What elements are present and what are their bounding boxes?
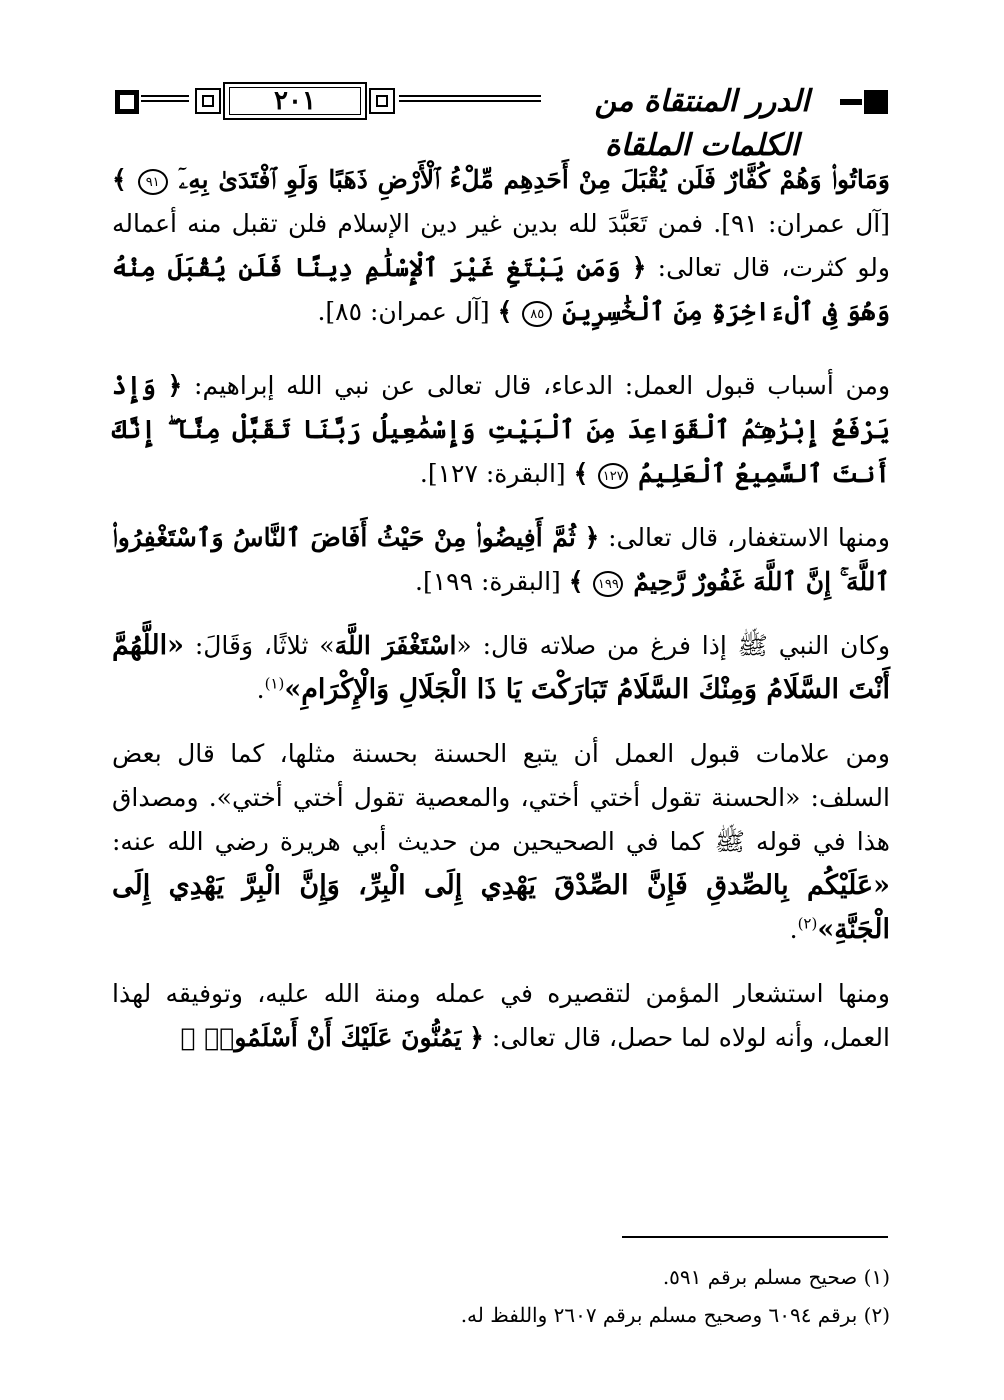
page-number: ٢٠١ (274, 86, 316, 116)
paragraph (112, 158, 890, 334)
paragraph-text: [آل عمران: ٩١]. فمن تَعَبَّدَ لله بدين غير دين الإسلام فلن تقبل منه أعماله ولو كثرت، قال تعالى: (112, 209, 890, 282)
paragraph-text: . (789, 915, 798, 944)
ayah-number: ٩١ (138, 169, 168, 195)
footnote: (١) صحيح مسلم برقم ٥٩١. (662, 1265, 890, 1289)
footnote: (٢) برقم ٦٠٩٤ وصحيح مسلم برقم ٢٦٠٧ واللفظ له. (460, 1303, 890, 1327)
ornament-icon (369, 88, 395, 114)
page-header (115, 80, 888, 163)
quran-bracket: ﴿ (469, 1023, 484, 1052)
paragraph (112, 364, 890, 496)
footnotes (112, 1258, 890, 1334)
quran-bracket: ﴾ (573, 459, 589, 488)
paragraph-text: ومنها استشعار المؤمن لتقصيره في عمله ومنة الله عليه، وتوفيقه لهذا العمل، وأنه لولاه لما حصل، قال تعالى: (112, 979, 890, 1052)
quran-verse: وَإِذْ يَرْفَعُ إِبْرَٰهِـۧمُ ٱلْقَوَاعِدَ مِنَ ٱلْبَيْتِ وَإِسْمَٰعِيلُ رَبَّنَا تَقَبَّلْ مِنَّآ ۖ إِنَّكَ أَنتَ ٱلسَّمِيعُ ٱلْعَلِيمُ (112, 371, 890, 488)
quran-bracket: ﴿ (167, 371, 183, 400)
quran-bracket: ﴿ (584, 523, 600, 552)
quran-verse: وَمَاتُوا۟ وَهُمْ كُفَّارٌ فَلَن يُقْبَلَ مِنْ أَحَدِهِم مِّلْءُ ٱلْأَرْضِ ذَهَبًا وَلَوِ ٱفْتَدَىٰ بِهِۦٓ (178, 165, 890, 194)
header-square-right (864, 90, 888, 114)
ayah-number: ١٩٩ (593, 571, 623, 597)
paragraph (112, 624, 890, 712)
paragraph (112, 516, 890, 604)
paragraph-text: ومن أسباب قبول العمل: الدعاء، قال تعالى عن نبي الله إبراهيم: (194, 371, 891, 400)
header-rule (141, 95, 189, 102)
header-rule (399, 95, 541, 102)
ayah-number: ٨٥ (522, 301, 552, 327)
citation: [البقرة: ١٩٩]. (415, 567, 561, 596)
paragraph (112, 972, 890, 1060)
page-body (112, 158, 890, 1060)
quran-bracket: ﴿ (631, 253, 647, 282)
ornament-icon (195, 88, 221, 114)
citation: [البقرة: ١٢٧]. (419, 459, 566, 488)
book-title: الدرر المنتقاة من الكلمات الملقاة (594, 84, 810, 163)
quran-bracket: ﴾ (112, 165, 127, 194)
paragraph-text: » ثلاثًا، وَقَالَ: (194, 631, 335, 660)
quran-verse: وَمَن يَبْتَغِ غَيْرَ ٱلْإِسْلَٰمِ دِينًا فَلَن يُقْبَلَ مِنْهُ وَهُوَ فِى ٱلْءَاخِرَةِ مِنَ ٱلْخَٰسِرِينَ (112, 253, 890, 326)
footnote-marker: (١) (264, 674, 285, 693)
ayah-number: ١٢٧ (598, 463, 628, 489)
quran-verse: ثُمَّ أَفِيضُوا۟ مِنْ حَيْثُ أَفَاضَ ٱلنَّاسُ وَٱسْتَغْفِرُوا۟ ٱللَّهَ ۚ إِنَّ ٱللَّهَ غَفُورٌ رَّحِيمٌ (112, 523, 890, 596)
paragraph-text: ومنها الاستغفار، قال تعالى: (608, 523, 890, 552)
hadith-text: «اللَّهُمَّ أَنْتَ السَّلَامُ وَمِنْكَ السَّلَامُ تَبَارَكْتَ يَا ذَا الْجَلَالِ وَالْإِكْرَامِ» (112, 630, 890, 705)
footnote-separator (622, 1236, 888, 1238)
quran-verse: يَمُنُّونَ عَلَيْكَ أَنْ أَسْلَمُوا۟ ۖ (180, 1023, 462, 1052)
footnote-marker: (٢) (797, 914, 818, 933)
quran-bracket: ﴾ (568, 567, 584, 596)
quran-bracket: ﴾ (497, 297, 513, 326)
paragraph-text: ومن علامات قبول العمل أن يتبع الحسنة بحسنة مثلها، كما قال بعض السلف: «الحسنة تقول أختي أختي، والمعصية تقول أختي أختي». ومصداق هذا في قوله ﷺ كما في الصحيحين من حديث أبي هريرة رضي الله عنه: (112, 739, 890, 856)
paragraph-text: . (256, 675, 265, 704)
hadith-text: «عَلَيْكُم بِالصِّدقِ فَإِنَّ الصِّدْقَ يَهْدِي إِلَى الْبِرِّ، وَإِنَّ الْبِرَّ يَهْدِي إِلَى الْجَنَّةِ» (112, 870, 890, 945)
page-number-frame (195, 82, 395, 120)
citation: [آل عمران: ٨٥]. (317, 297, 490, 326)
paragraph (112, 732, 890, 952)
hadith-quote: اسْتَغْفَرَ اللَّهَ (334, 631, 457, 660)
paragraph-text: وكان النبي ﷺ إذا فرغ من صلاته قال: « (456, 631, 891, 660)
header-square-left (115, 90, 139, 114)
